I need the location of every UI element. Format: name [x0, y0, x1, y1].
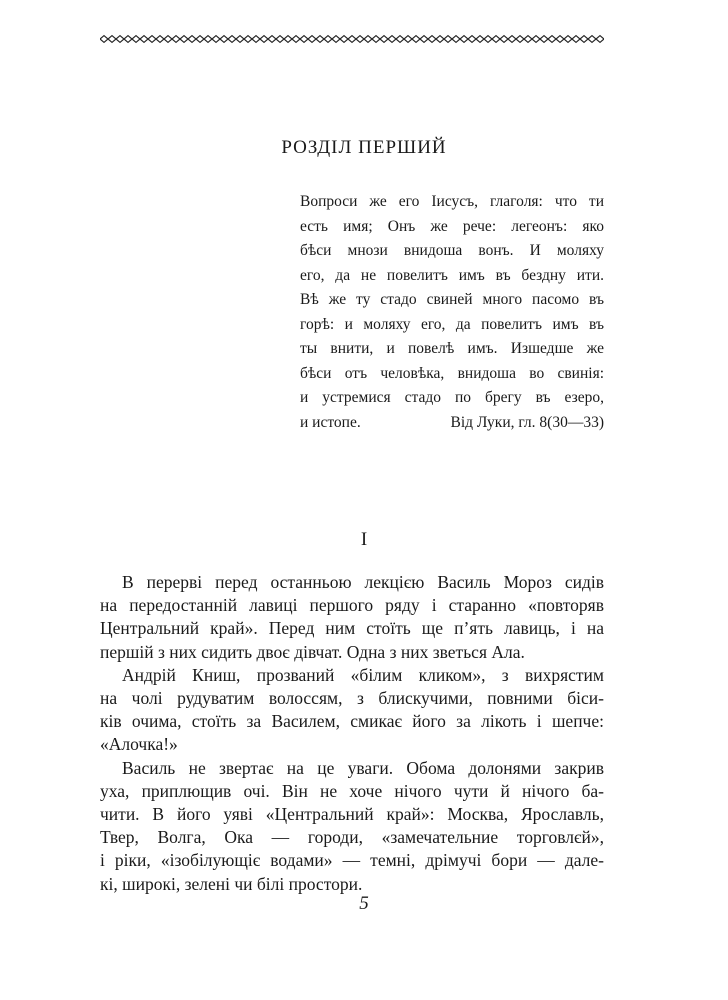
- section-number: I: [360, 529, 368, 550]
- chapter-title: РОЗДІЛ ПЕРШИЙ: [281, 137, 447, 158]
- body-line: ків очима, стоїть за Василем, смикає його за лікоть і шепче:: [100, 711, 604, 732]
- body-line: Центральний край». Перед ним стоїть ще п’ять лавиць, і на: [100, 618, 604, 639]
- body-line: чити. В його уяві «Центральний край»: Москва, Ярославль,: [100, 804, 604, 825]
- epigraph-line: есть имя; Онъ же рече: легеонъ: яко: [300, 217, 604, 235]
- epigraph-line: и истопе.: [300, 413, 361, 431]
- body-line: Андрій Книш, прозваний «білим кликом», з вихрястим: [122, 664, 604, 685]
- page-number: 5: [359, 893, 369, 914]
- epigraph-line: его, да не повелитъ имъ въ бездну ити.: [300, 266, 604, 284]
- body-line: «Алочка!»: [100, 734, 178, 755]
- body-line: кі, широкі, зелені чи білі простори.: [100, 873, 363, 894]
- body-line: уха, приплющив очі. Він не хоче нічого чути й нічого ба-: [100, 780, 604, 801]
- epigraph-line: и устремися стадо по брегу въ езеро,: [300, 389, 604, 406]
- body-line: і ріки, «ізобілующіє водами» — темні, дрімучі бори — дале-: [100, 850, 604, 871]
- body-line: Твер, Волга, Ока — городи, «замечательние торговлєй»,: [100, 827, 604, 848]
- body-line: на чолі рудуватим волоссям, з блискучими, повними біси-: [100, 688, 604, 709]
- body-line: на передостанній лавиці першого ряду і старанно «повторяв: [100, 595, 604, 616]
- body-line: В перерві перед останньою лекцією Василь Мороз сидів: [122, 572, 604, 592]
- epigraph-line: ты внити, и повелѣ имъ. Изшедше же: [300, 340, 604, 357]
- epigraph-line: бѣси мнози внидоша вонъ. И моляху: [300, 242, 604, 259]
- body-line: першій з них сидить двоє дівчат. Одна з них зветься Ала.: [100, 641, 525, 662]
- epigraph-source: Від Луки, гл. 8(30—33): [450, 414, 604, 431]
- epigraph-line: Вѣ же ту стадо свиней много пасомо въ: [300, 291, 604, 308]
- epigraph-line: Вопроси же его Іисусъ, глаголя: что ти: [300, 193, 604, 210]
- epigraph-line: бѣси отъ человѣка, внидоша во свинія:: [300, 364, 604, 382]
- epigraph: [300, 190, 604, 435]
- body-text: [100, 571, 604, 896]
- epigraph-line: горѣ: и моляху его, да повелитъ имъ въ: [300, 315, 604, 333]
- body-line: Василь не звертає на це уваги. Обома долонями закрив: [122, 757, 604, 778]
- decorative-border: [100, 31, 604, 47]
